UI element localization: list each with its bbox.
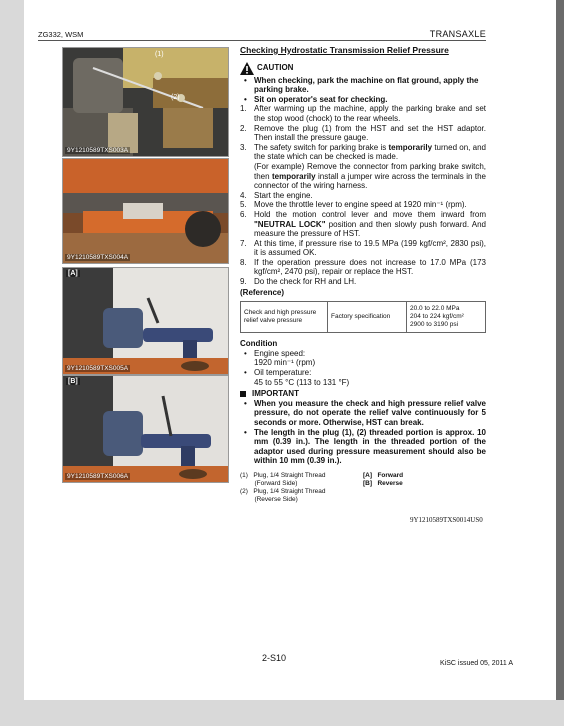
- step-item: 3. The safety switch for parking brake is temporarily turned on, and the state which can be checked is made.: [240, 142, 486, 162]
- step-item: 5. Move the throttle lever to engine speed at 1920 min⁻¹ (rpm).: [240, 200, 467, 210]
- viewer-scrollbar[interactable]: [556, 0, 564, 726]
- header-section: TRANSAXLE: [429, 29, 486, 39]
- viewer-bottom-margin: [0, 700, 564, 726]
- caution-heading: [240, 62, 486, 75]
- warning-triangle-icon: [240, 62, 254, 75]
- condition-item-label: • Oil temperature:: [240, 368, 486, 378]
- condition-item-value: 1920 min⁻¹ (rpm): [254, 358, 316, 368]
- step-item: 2. Remove the plug (1) from the HST and set the HST adaptor. Then install the pressure gauge.: [240, 123, 486, 143]
- step-item: (For example) Remove the connector from parking brake switch, then temporarily install a jumper wire across the terminals in the connector of the wiring harness.: [254, 161, 487, 191]
- photo-caption: 9Y1210589TXS006A: [67, 473, 129, 480]
- condition-item-value: 45 to 55 °C (113 to 131 °F): [254, 377, 350, 387]
- reference-label: (Reference): [240, 287, 285, 297]
- legend-parts: (1) Plug, 1/4 Straight Thread (Forward Side) (2) Plug, 1/4 Straight Thread (Reverse Side): [240, 471, 326, 503]
- step-item: 9. Do the check for RH and LH.: [240, 277, 357, 287]
- photo-caption: 9Y1210589TXS003A: [67, 147, 129, 154]
- caution-bullet: • Sit on operator's seat for checking.: [240, 95, 486, 105]
- photo-hst-plugs-image: [63, 48, 228, 156]
- spec-factory-label: Factory specification: [328, 302, 407, 333]
- important-bullet: • When you measure the check and high pressure relief valve pressure, do not operate the relief valve continuously for 5 seconds or more. Otherwise, HST can break.: [240, 399, 486, 428]
- photo-rear-wheel-chock-image: [63, 159, 228, 263]
- photo-caption: 9Y1210589TXS004A: [67, 254, 129, 261]
- photo-reverse-operation-image: [63, 376, 228, 482]
- condition-item-label: • Engine speed:: [240, 349, 486, 359]
- photo-tag-b: [B]: [68, 378, 78, 385]
- photo-forward-operation-image: [63, 268, 228, 374]
- photo-hst-plugs: [62, 47, 229, 157]
- spec-values: 20.0 to 22.0 MPa 204 to 224 kgf/cm² 2900 to 3190 psi: [407, 302, 486, 333]
- photo-tag-a: [A]: [68, 270, 78, 277]
- legend-views: [A] Forward [B] Reverse: [363, 471, 404, 487]
- figure-legend: [240, 472, 486, 504]
- header-divider: [38, 40, 486, 41]
- section-title: Checking Hydrostatic Transmission Relief Pressure: [240, 45, 449, 55]
- step-item: 7. At this time, if pressure rise to 19.5 MPa (199 kgf/cm², 2830 psi), it is assumed OK.: [240, 238, 486, 258]
- step-item: 4. Start the engine.: [240, 190, 313, 200]
- step-item: 6. Hold the motion control lever and move them inward from "NEUTRAL LOCK" position and then slowly push forward. And measure the pressure of HST.: [240, 209, 487, 239]
- condition-label: Condition: [240, 339, 278, 349]
- spec-table: [240, 301, 486, 333]
- important-heading: [240, 389, 486, 399]
- page-number: 2-S10: [262, 653, 287, 663]
- header-model: ZG332, WSM: [38, 30, 84, 39]
- photo-rear-wheel-chock: [62, 158, 229, 264]
- procedure-content: [240, 46, 486, 504]
- important-bullet: • The length in the plug (1), (2) threaded portion is approx. 10 mm (0.39 in.). The length in the threaded portion of the adaptor used during pressure measurement should also be within 10 mm (0.39 in.).: [240, 428, 486, 466]
- caution-label: CAUTION: [257, 63, 294, 73]
- callout-2: (2): [171, 94, 180, 101]
- callout-1: (1): [155, 51, 164, 58]
- square-bullet-icon: [240, 391, 246, 397]
- photo-reverse-operation: [62, 375, 229, 483]
- viewer-left-margin: [0, 0, 24, 726]
- spec-item: Check and high pressure relief valve pressure: [241, 302, 328, 333]
- photo-forward-operation: [62, 267, 229, 375]
- caution-bullet: • When checking, park the machine on flat ground, apply the parking brake.: [240, 76, 486, 95]
- photo-caption: 9Y1210589TXS005A: [67, 365, 129, 372]
- step-item: 1. After warming up the machine, apply the parking brake and set the stop wood (chock) to the rear wheels.: [240, 104, 486, 123]
- important-label: IMPORTANT: [252, 389, 299, 399]
- document-code: 9Y1210589TXS0014US0: [410, 516, 483, 524]
- step-item: 8. If the operation pressure does not increase to 17.0 MPa (173 kgf/cm², 2470 psi), repair or replace the HST.: [240, 257, 486, 277]
- issue-info: KiSC issued 05, 2011 A: [440, 660, 514, 667]
